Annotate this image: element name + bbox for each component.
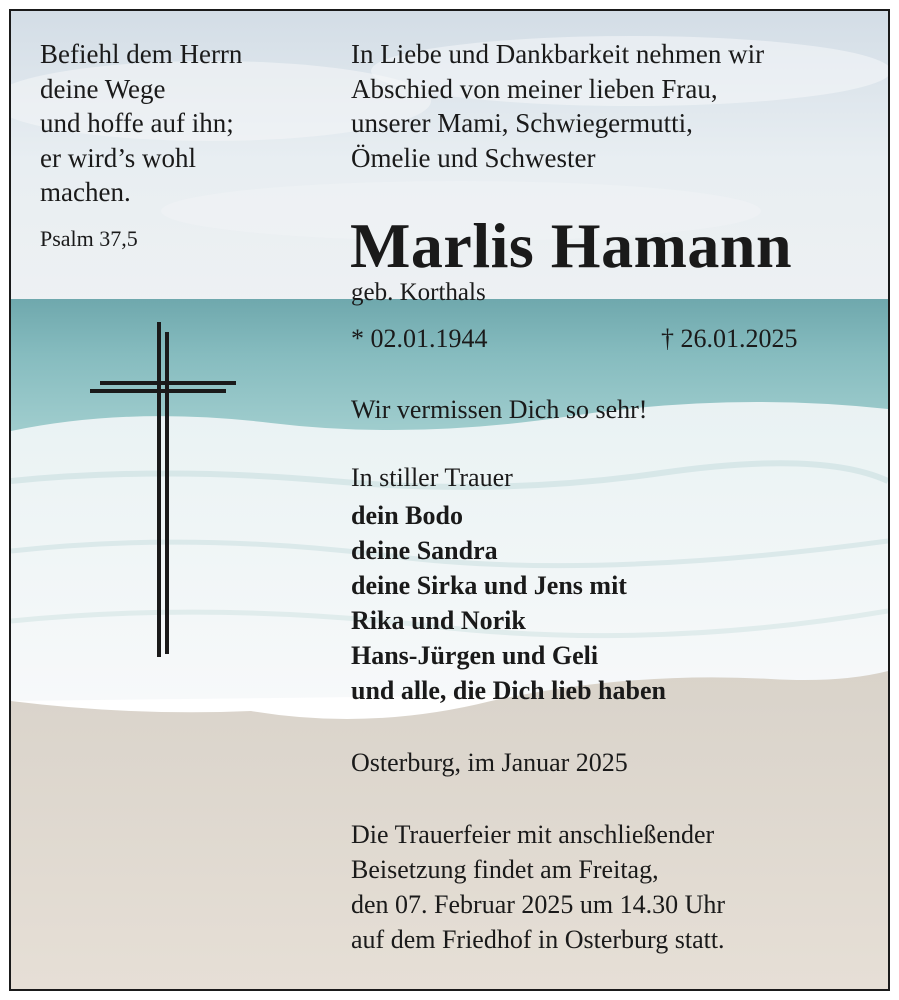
intro-text bbox=[351, 37, 764, 175]
birth-date: * 02.01.1944 bbox=[351, 324, 488, 353]
intro-line: Ömelie und Schwester bbox=[351, 142, 596, 173]
funeral-line: Die Trauerfeier mit anschließender bbox=[351, 820, 715, 849]
maiden-name: geb. Korthals bbox=[351, 279, 486, 306]
mourner: und alle, die Dich lieb haben bbox=[351, 676, 666, 705]
funeral-line: den 07. Februar 2025 um 14.30 Uhr bbox=[351, 890, 726, 919]
verse bbox=[40, 37, 242, 210]
funeral-line: auf dem Friedhof in Osterburg statt. bbox=[351, 925, 725, 954]
deceased-name: Marlis Hamann bbox=[350, 210, 793, 281]
mourner: deine Sirka und Jens mit bbox=[351, 571, 627, 600]
mourning-heading: In stiller Trauer bbox=[351, 463, 513, 492]
cross-icon bbox=[88, 320, 238, 660]
verse-line: und hoffe auf ihn; bbox=[40, 108, 234, 138]
intro-line: Abschied von meiner lieben Frau, bbox=[351, 73, 718, 104]
intro-line: In Liebe und Dankbarkeit nehmen wir bbox=[351, 39, 765, 69]
funeral-info bbox=[351, 817, 725, 957]
verse-line: deine Wege bbox=[40, 73, 166, 104]
death-date: † 26.01.2025 bbox=[661, 324, 798, 353]
mourner: Hans-Jürgen und Geli bbox=[351, 641, 599, 670]
obituary-card bbox=[9, 9, 890, 991]
verse-reference: Psalm 37,5 bbox=[40, 226, 138, 251]
mourner: dein Bodo bbox=[351, 501, 463, 530]
message: Wir vermissen Dich so sehr! bbox=[351, 395, 648, 424]
intro-line: unserer Mami, Schwiegermutti, bbox=[351, 108, 693, 138]
place-date: Osterburg, im Januar 2025 bbox=[351, 748, 628, 777]
verse-line: machen. bbox=[40, 177, 131, 207]
mourners-list bbox=[351, 498, 666, 708]
verse-line: Befiehl dem Herrn bbox=[40, 39, 243, 69]
mourner: deine Sandra bbox=[351, 536, 498, 565]
mourner: Rika und Norik bbox=[351, 606, 526, 635]
verse-line: er wird’s wohl bbox=[40, 142, 196, 173]
funeral-line: Beisetzung findet am Freitag, bbox=[351, 855, 659, 884]
